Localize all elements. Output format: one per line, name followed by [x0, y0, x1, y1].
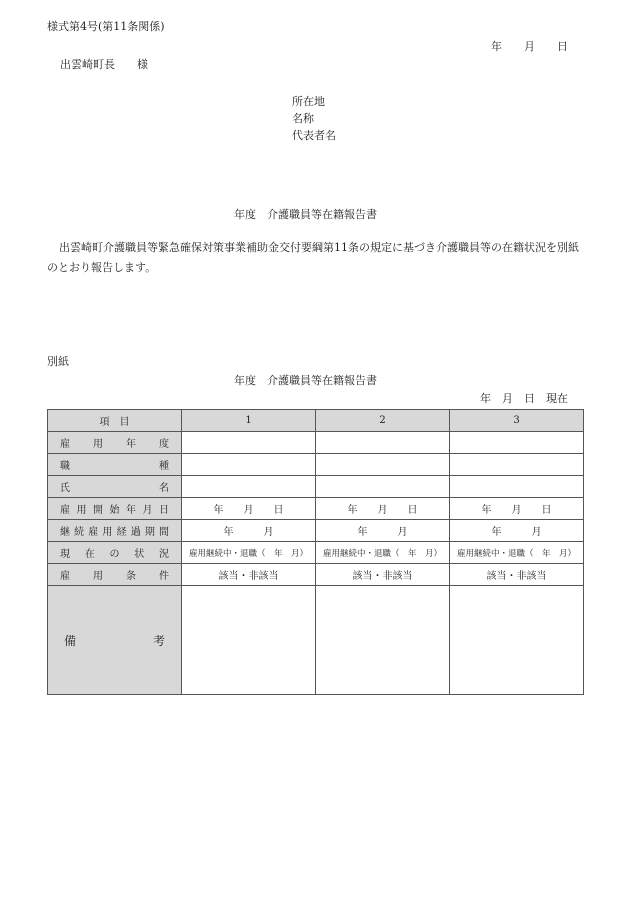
- table-cell[interactable]: 該当・非該当: [316, 564, 450, 586]
- row-label: 継続雇用経過期間: [48, 520, 182, 542]
- table-header-row: [48, 410, 584, 432]
- row-label: 雇用開始年月日: [48, 498, 182, 520]
- header-item: 項 目: [48, 410, 182, 432]
- table-row: [48, 432, 584, 454]
- row-label: 雇用条件: [48, 564, 182, 586]
- report-title: 年度 介護職員等在籍報告書: [234, 208, 377, 221]
- remarks-cell[interactable]: [182, 586, 316, 695]
- remarks-cell[interactable]: [450, 586, 584, 695]
- table-cell[interactable]: 年 月: [450, 520, 584, 542]
- table-cell[interactable]: [450, 476, 584, 498]
- table-cell[interactable]: [316, 454, 450, 476]
- name-label: 名称: [292, 112, 314, 125]
- table-cell[interactable]: 該当・非該当: [182, 564, 316, 586]
- table-cell[interactable]: [182, 432, 316, 454]
- table-row: [48, 520, 584, 542]
- table-cell[interactable]: 雇用継続中・退職（ 年 月）: [316, 542, 450, 564]
- status-table: [47, 409, 584, 695]
- table-cell[interactable]: 雇用継続中・退職（ 年 月）: [450, 542, 584, 564]
- table-cell[interactable]: 年 月 日: [450, 498, 584, 520]
- table-row: [48, 454, 584, 476]
- annex-date: 年 月 日 現在: [480, 392, 568, 405]
- form-number: 様式第4号(第11条関係): [47, 20, 165, 33]
- table-cell[interactable]: 年 月 日: [316, 498, 450, 520]
- representative-label: 代表者名: [292, 129, 336, 142]
- annex-label: 別紙: [47, 355, 69, 368]
- table-cell[interactable]: [182, 476, 316, 498]
- table-cell[interactable]: [316, 476, 450, 498]
- remarks-char-2: 考: [152, 633, 165, 648]
- table-cell[interactable]: 雇用継続中・退職（ 年 月）: [182, 542, 316, 564]
- address-label: 所在地: [292, 95, 325, 108]
- remarks-char-1: 備: [64, 633, 77, 648]
- table-row: [48, 476, 584, 498]
- table-row: [48, 542, 584, 564]
- annex-title: 年度 介護職員等在籍報告書: [234, 374, 377, 387]
- report-body: 出雲崎町介護職員等緊急確保対策事業補助金交付要綱第11条の規定に基づき介護職員等の在籍状況を別紙のとおり報告します。: [47, 241, 579, 274]
- remarks-label: [48, 586, 182, 695]
- table-cell[interactable]: 該当・非該当: [450, 564, 584, 586]
- table-cell[interactable]: [182, 454, 316, 476]
- header-col-3: 3: [450, 410, 584, 432]
- applicant-block: [292, 93, 336, 144]
- table-cell[interactable]: [450, 454, 584, 476]
- table-row: [48, 498, 584, 520]
- row-label: 職種: [48, 454, 182, 476]
- addressee: 出雲崎町長 様: [60, 58, 148, 71]
- table-cell[interactable]: [450, 432, 584, 454]
- table-cell[interactable]: 年 月: [316, 520, 450, 542]
- remarks-cell[interactable]: [316, 586, 450, 695]
- row-label: 雇用年度: [48, 432, 182, 454]
- table-row: [48, 564, 584, 586]
- report-date: 年 月 日: [491, 40, 568, 53]
- remarks-row: [48, 586, 584, 695]
- row-label: 氏名: [48, 476, 182, 498]
- row-label: 現在の状況: [48, 542, 182, 564]
- table-cell[interactable]: 年 月: [182, 520, 316, 542]
- table-cell[interactable]: 年 月 日: [182, 498, 316, 520]
- header-col-2: 2: [316, 410, 450, 432]
- header-col-1: 1: [182, 410, 316, 432]
- table-cell[interactable]: [316, 432, 450, 454]
